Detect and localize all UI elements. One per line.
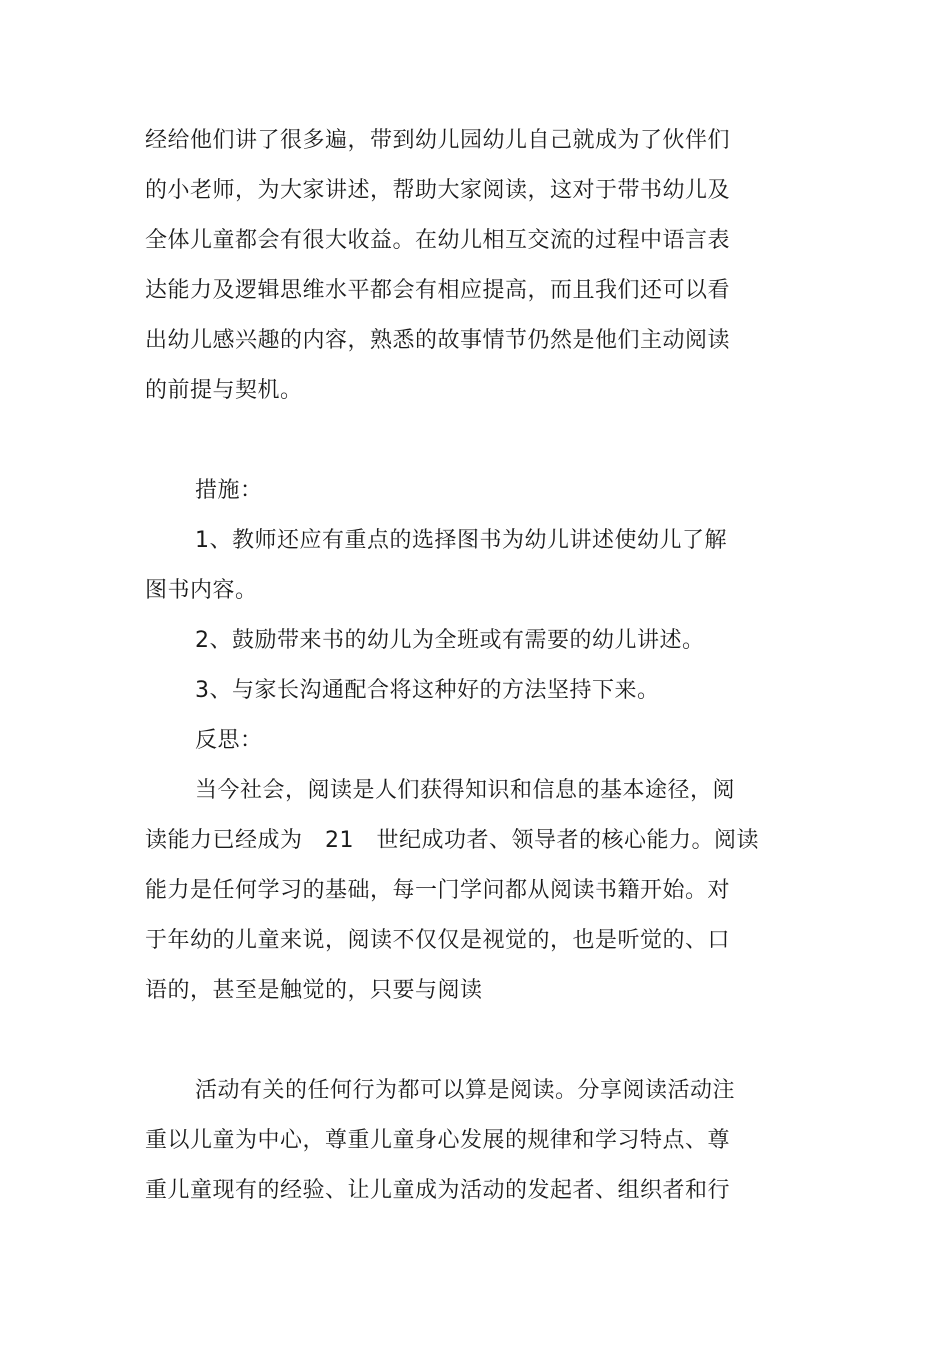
- paragraph-line: 经给他们讲了很多遍，带到幼儿园幼儿自己就成为了伙伴们: [145, 128, 731, 153]
- measure-item-continuation: 图书内容。: [145, 578, 258, 603]
- measures-heading: 措施：: [195, 478, 263, 503]
- paragraph-line: 重以儿童为中心，尊重儿童身心发展的规律和学习特点、尊: [145, 1128, 731, 1153]
- paragraph-line: 出幼儿感兴趣的内容，熟悉的故事情节仍然是他们主动阅读: [145, 328, 731, 353]
- measure-item: 1、教师还应有重点的选择图书为幼儿讲述使幼儿了解: [195, 528, 727, 553]
- paragraph-line: 全体儿童都会有很大收益。在幼儿相互交流的过程中语言表: [145, 228, 731, 253]
- paragraph-line: 读能力已经成为 21 世纪成功者、领导者的核心能力。阅读: [145, 828, 759, 853]
- paragraph-line: 语的，甚至是触觉的，只要与阅读: [145, 978, 483, 1003]
- reflection-heading: 反思：: [195, 728, 263, 753]
- paragraph-line: 的小老师，为大家讲述，帮助大家阅读，这对于带书幼儿及: [145, 178, 731, 203]
- measure-item: 2、鼓励带来书的幼儿为全班或有需要的幼儿讲述。: [195, 628, 705, 653]
- paragraph-line: 于年幼的儿童来说，阅读不仅仅是视觉的，也是听觉的、口: [145, 928, 731, 953]
- paragraph-line: 重儿童现有的经验、让儿童成为活动的发起者、组织者和行: [145, 1178, 731, 1203]
- paragraph-line: 活动有关的任何行为都可以算是阅读。分享阅读活动注: [195, 1078, 736, 1103]
- paragraph-line: 当今社会，阅读是人们获得知识和信息的基本途径，阅: [195, 778, 736, 803]
- paragraph-line: 能力是任何学习的基础，每一门学问都从阅读书籍开始。对: [145, 878, 731, 903]
- paragraph-line: 的前提与契机。: [145, 378, 303, 403]
- measure-item: 3、与家长沟通配合将这种好的方法坚持下来。: [195, 678, 660, 703]
- paragraph-line: 达能力及逻辑思维水平都会有相应提高，而且我们还可以看: [145, 278, 731, 303]
